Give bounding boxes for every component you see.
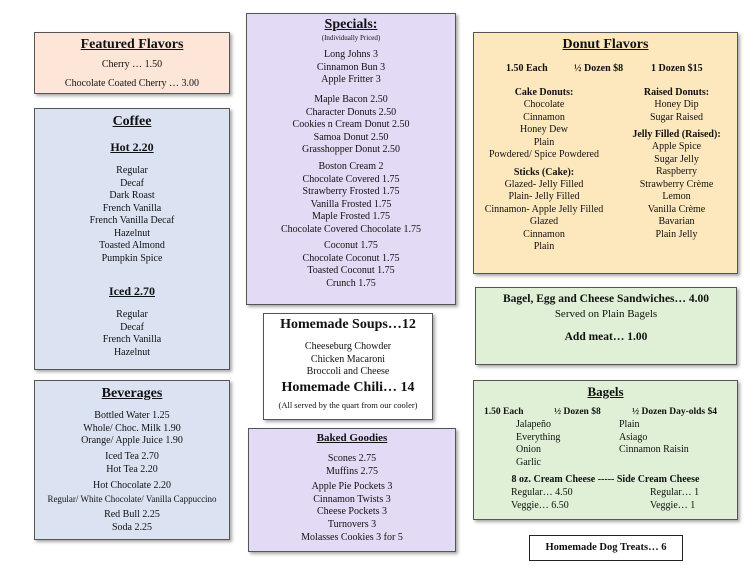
list-item: Toasted Almond	[99, 240, 165, 251]
list-item: Apple Fritter 3	[321, 74, 381, 85]
list-item: Samoa Donut 2.50	[313, 131, 389, 143]
jelly-filled-title: Jelly Filled (Raised):	[632, 129, 721, 140]
list-item: Veggie… 1	[650, 499, 696, 511]
list-item: Hazelnut	[113, 346, 151, 358]
bagel-price-half-dozen: ½ Dozen $8	[554, 407, 601, 417]
list-item: Molasses Cookies 3 for 5	[301, 532, 403, 543]
list-item: Glazed	[529, 216, 559, 227]
sandwich-title: Bagel, Egg and Cheese Sandwiches… 4.00	[502, 293, 710, 305]
list-item: Broccoli and Cheese	[306, 366, 390, 377]
specials-panel	[246, 13, 456, 305]
donut-price-each: 1.50 Each	[506, 63, 548, 74]
bagels-panel	[473, 380, 738, 520]
list-item: Onion	[516, 444, 541, 455]
donut-flavors-panel	[473, 32, 738, 274]
list-item: Apple Spice	[651, 141, 702, 152]
list-item: Plain Jelly	[655, 228, 698, 240]
bagels-col2	[619, 419, 689, 457]
sandwich-panel	[475, 287, 737, 365]
specials-group	[247, 240, 455, 290]
list-item: Orange/ Apple Juice 1.90	[81, 435, 183, 446]
soups-note: (All served by the quart from our cooler)	[278, 400, 418, 410]
list-item: Cinnamon Twists 3	[313, 493, 391, 505]
raised-donuts-column	[614, 86, 739, 241]
list-item: Asiago	[619, 431, 648, 443]
list-item: Regular… 1	[650, 487, 700, 498]
list-item: Long Johns 3	[324, 49, 378, 60]
cream-cheese-right	[650, 487, 699, 512]
cream-cheese-title: 8 oz. Cream Cheese ----- Side Cream Cheese	[511, 474, 700, 485]
list-item: Maple Frosted 1.75	[311, 211, 391, 222]
baked-group	[249, 532, 455, 545]
list-item: Toasted Coconut 1.75	[307, 265, 395, 276]
list-item: Plain	[533, 136, 555, 148]
beverages-group	[35, 509, 229, 534]
featured-item: Cherry … 1.50	[101, 59, 163, 70]
list-item: Muffins 2.75	[325, 465, 379, 477]
list-item: Soda 2.25	[112, 521, 152, 533]
cake-donuts-column	[474, 86, 614, 254]
dog-treats-label: Homemade Dog Treats… 6	[545, 542, 667, 553]
list-item: Chocolate Covered Chocolate 1.75	[281, 223, 421, 235]
list-item: Garlic	[516, 456, 541, 468]
specials-group	[247, 49, 455, 87]
beverages-group	[35, 410, 229, 448]
list-item: Everything	[516, 431, 561, 443]
list-item: Cinnamon	[523, 228, 565, 240]
featured-flavors-panel	[34, 32, 230, 94]
beverages-group	[35, 480, 229, 505]
list-item: Whole/ Choc. Milk 1.90	[83, 422, 181, 434]
list-item: Character Donuts 2.50	[305, 106, 397, 118]
soups-panel	[263, 313, 433, 420]
list-item: Cinnamon Raisin	[619, 444, 689, 455]
beverages-title: Beverages	[101, 386, 163, 401]
list-item: Apple Pie Pockets 3	[311, 481, 393, 492]
list-item: Decaf	[120, 177, 144, 189]
list-item: Bavarian	[658, 216, 695, 227]
list-item: Maple Bacon 2.50	[314, 94, 388, 105]
list-item: Plain	[533, 241, 555, 252]
baked-goodies-panel	[248, 428, 456, 552]
list-item: Cinnamon- Apple Jelly Filled	[484, 203, 604, 215]
sandwich-sub: Served on Plain Bagels	[554, 308, 658, 320]
list-item: Crunch 1.75	[326, 277, 376, 289]
bagel-price-each: 1.50 Each	[484, 407, 524, 417]
specials-group	[247, 161, 455, 236]
cake-donuts-title: Cake Donuts:	[514, 87, 574, 98]
list-item: Veggie… 6.50	[511, 499, 569, 511]
list-item: Cinnamon Bun 3	[316, 61, 386, 73]
list-item: Strawberry Frosted 1.75	[302, 186, 400, 197]
featured-item: Chocolate Coated Cherry … 3.00	[64, 78, 200, 89]
list-item: Vanilla Crème	[647, 203, 706, 215]
list-item: Strawberry Crème	[639, 178, 714, 190]
bagels-title: Bagels	[587, 384, 624, 399]
list-item: Grasshopper Donut 2.50	[301, 144, 401, 155]
list-item: Bottled Water 1.25	[94, 410, 170, 421]
list-item: Coconut 1.75	[324, 240, 378, 251]
chili-title: Homemade Chili… 14	[281, 380, 415, 395]
list-item: Chicken Macaroni	[310, 353, 386, 365]
list-item: Boston Cream 2	[318, 161, 384, 172]
sticks-title: Sticks (Cake):	[513, 166, 575, 178]
list-item: Red Bull 2.25	[104, 509, 160, 520]
list-item: Regular… 4.50	[511, 487, 573, 498]
list-item: Decaf	[120, 321, 144, 333]
list-item: French Vanilla Decaf	[89, 215, 175, 226]
list-item: Hot Chocolate 2.20	[92, 480, 172, 491]
list-item: Honey Dew	[519, 124, 569, 135]
list-item: Raspberry	[655, 166, 698, 177]
coffee-hot-title: Hot 2.20	[110, 140, 154, 154]
list-item: Hot Tea 2.20	[106, 463, 158, 475]
list-item: Turnovers 3	[327, 518, 377, 530]
list-item: Hazelnut	[113, 227, 151, 239]
list-item: Cheeseburg Chowder	[304, 341, 392, 352]
list-item: Chocolate Coconut 1.75	[302, 252, 400, 264]
list-item: Chocolate Covered 1.75	[302, 173, 400, 185]
baked-group	[249, 481, 455, 531]
cream-cheese-left	[511, 487, 573, 512]
list-item: Pumpkin Spice	[101, 252, 163, 264]
list-item: Cheese Pockets 3	[317, 506, 387, 517]
featured-flavors-title: Featured Flavors	[80, 37, 184, 52]
list-item: French Vanilla	[102, 202, 162, 214]
donut-flavors-title: Donut Flavors	[562, 37, 649, 52]
list-item: Scones 2.75	[327, 453, 377, 464]
list-item: Sugar Jelly	[654, 153, 699, 165]
soups-list	[264, 341, 432, 379]
list-item: Cinnamon	[523, 111, 565, 123]
dog-treats-box	[529, 535, 683, 561]
list-item: Powdered/ Spice Powdered	[489, 149, 599, 160]
bagels-col1	[516, 419, 560, 469]
raised-donuts-title: Raised Donuts:	[643, 87, 710, 98]
list-item: Glazed- Jelly Filled	[504, 178, 584, 190]
list-item: Honey Dip	[654, 99, 699, 110]
specials-subtitle: (Individually Priced)	[321, 34, 381, 42]
coffee-iced-list	[35, 309, 229, 359]
beverages-panel	[34, 380, 230, 540]
specials-group	[247, 94, 455, 157]
baked-group	[249, 453, 455, 478]
coffee-panel	[34, 108, 230, 370]
list-item: Dark Roast	[109, 190, 155, 201]
donut-price-half-dozen: ½ Dozen $8	[574, 63, 624, 74]
baked-goodies-title: Baked Goodies	[316, 432, 388, 444]
beverages-group	[35, 451, 229, 476]
list-item: Plain- Jelly Filled	[508, 191, 580, 202]
list-item: Chocolate	[523, 99, 565, 110]
coffee-iced-title: Iced 2.70	[109, 284, 155, 298]
list-item: Jalapeño	[516, 419, 551, 430]
list-item: Regular/ White Chocolate/ Vanilla Cappuccino	[47, 493, 217, 504]
list-item: Sugar Raised	[649, 111, 704, 123]
list-item: Plain	[619, 419, 640, 430]
list-item: Regular	[116, 165, 148, 176]
coffee-title: Coffee	[112, 114, 152, 129]
list-item: French Vanilla	[102, 334, 162, 345]
bagel-price-day-olds: ½ Dozen Day-olds $4	[632, 407, 717, 417]
soups-title: Homemade Soups…12	[280, 317, 416, 332]
sandwich-addon: Add meat… 1.00	[564, 331, 648, 343]
specials-title: Specials:	[324, 17, 378, 32]
list-item: Regular	[116, 309, 148, 320]
donut-price-dozen: 1 Dozen $15	[651, 63, 703, 74]
list-item: Vanilla Frosted 1.75	[310, 198, 392, 210]
coffee-hot-list	[35, 165, 229, 265]
list-item: Cookies n Cream Donut 2.50	[292, 119, 410, 130]
list-item: Lemon	[662, 191, 691, 202]
list-item: Iced Tea 2.70	[105, 451, 159, 462]
